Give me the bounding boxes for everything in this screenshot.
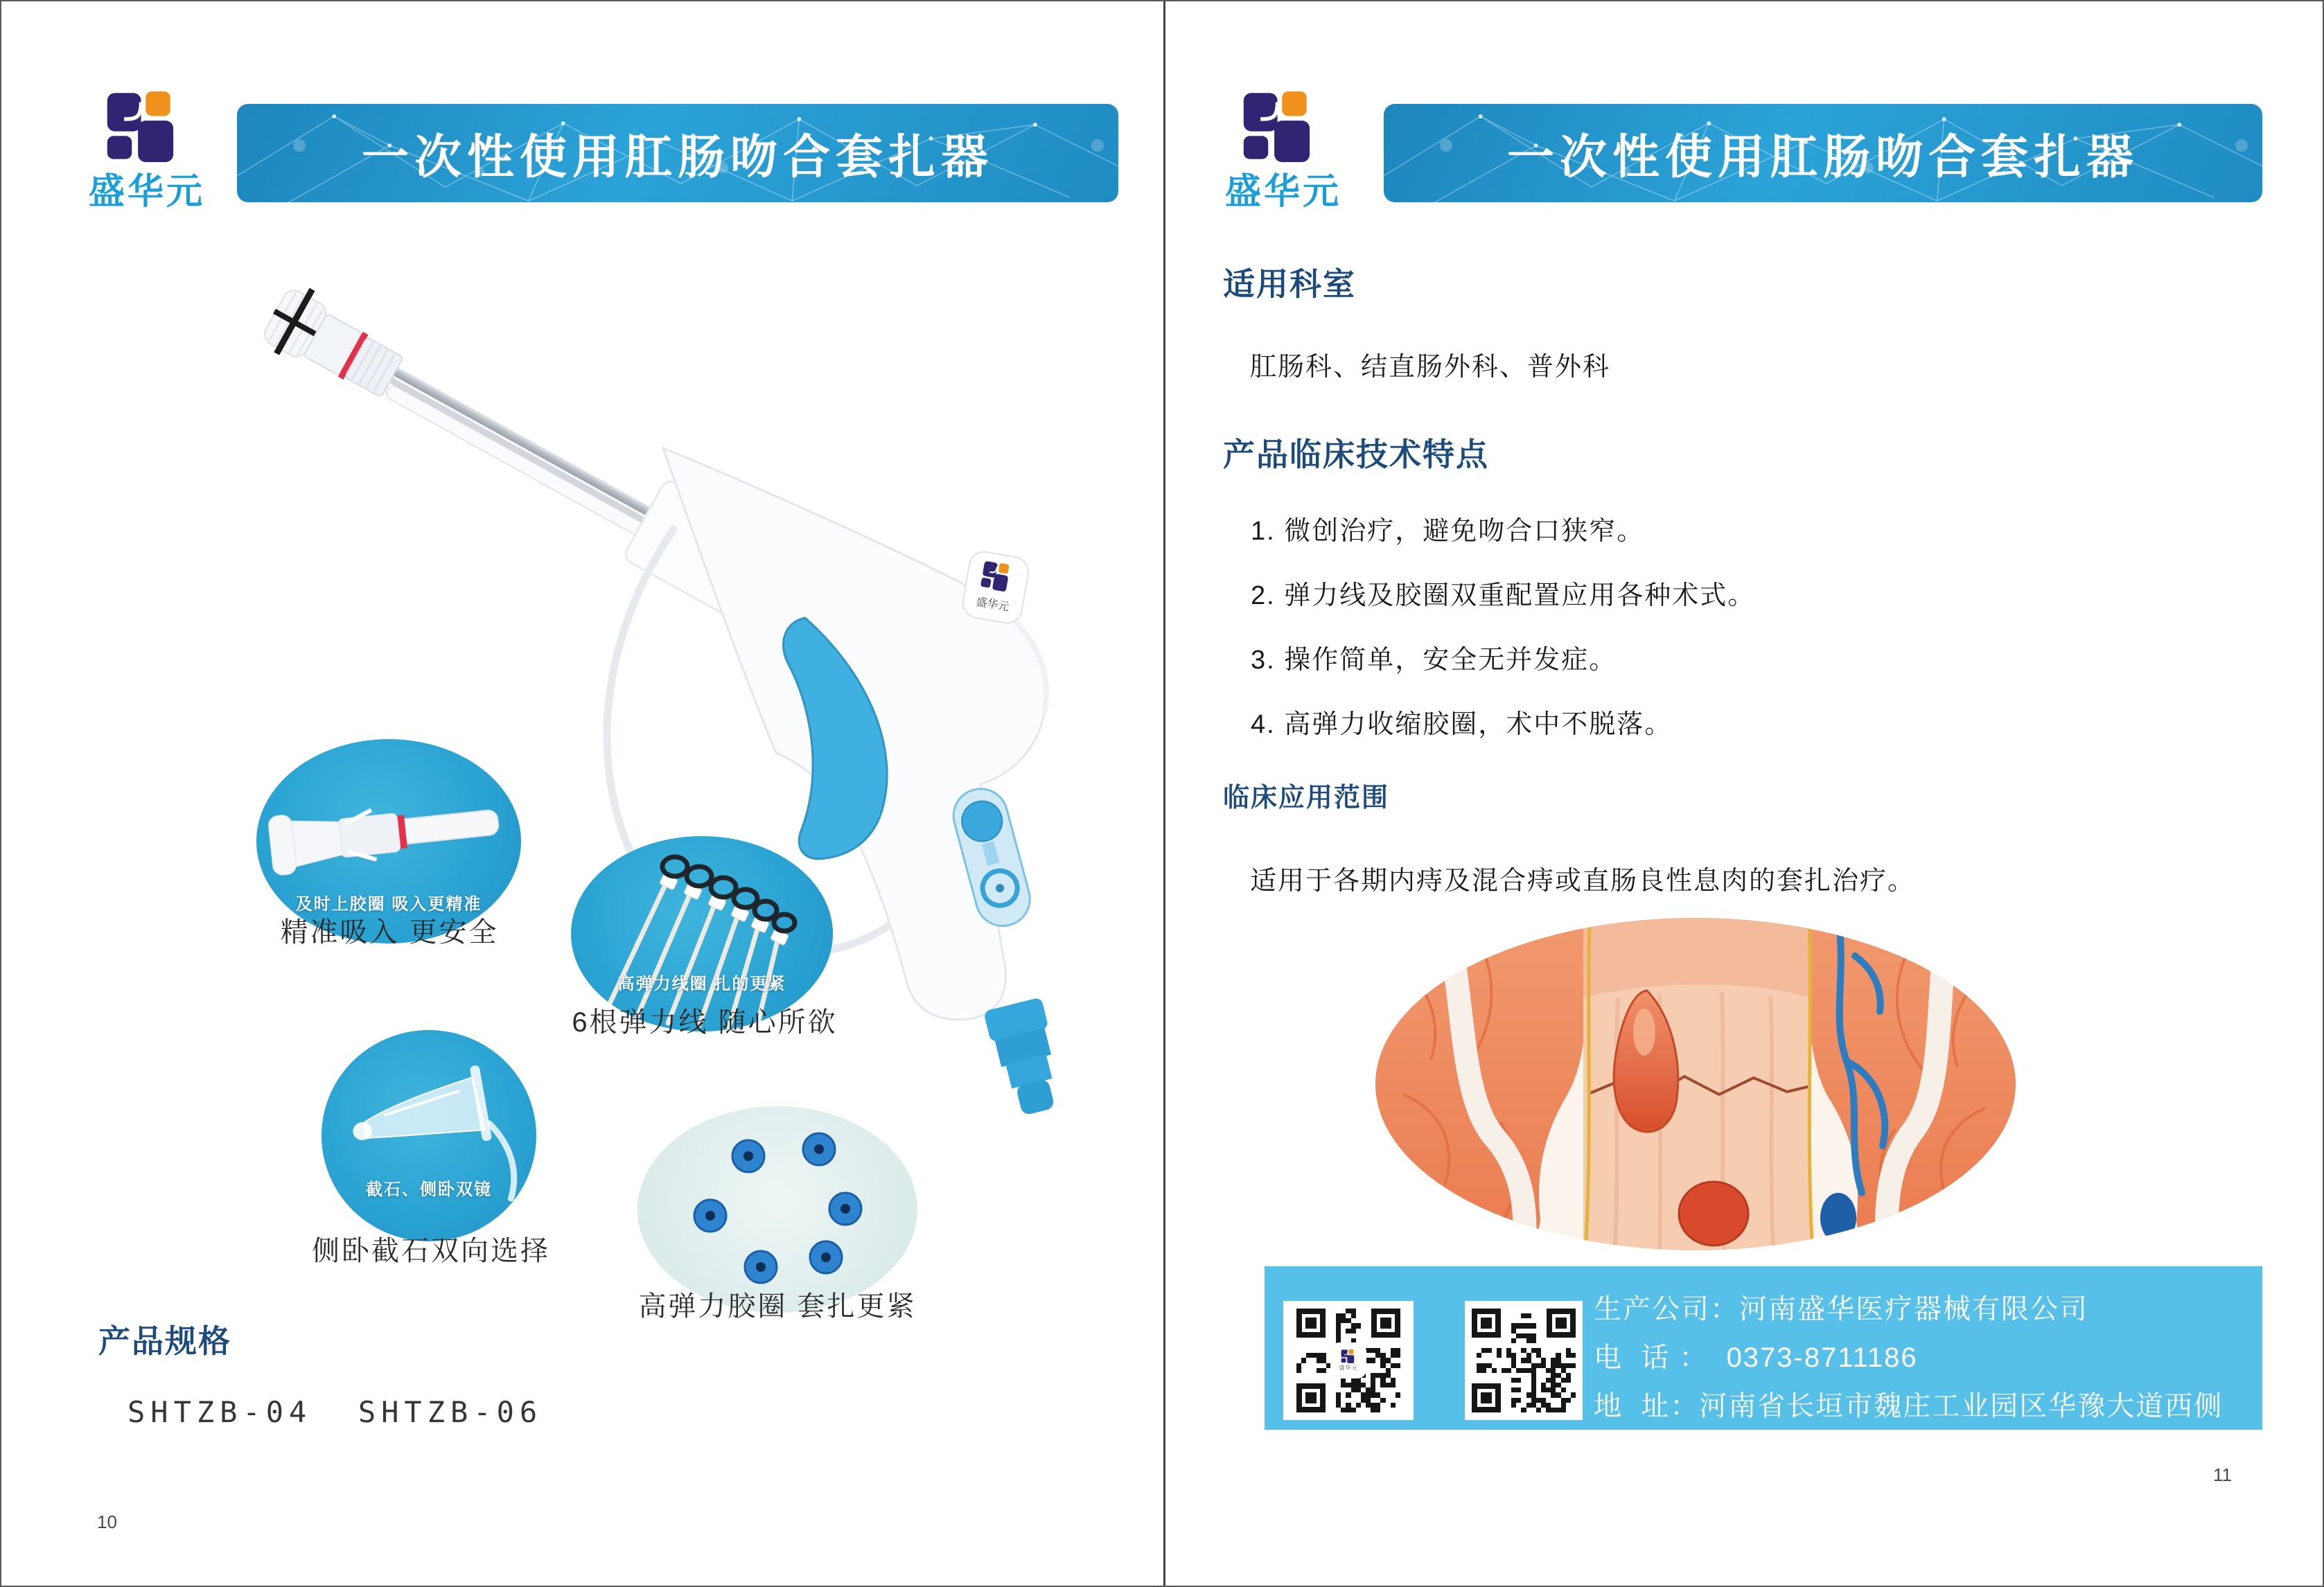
qr-finder-icon	[1371, 1309, 1400, 1338]
feature-caption: 精准吸入 更安全	[280, 917, 499, 948]
contact-company: 生产公司：河南盛华医疗器械有限公司	[1594, 1294, 2088, 1324]
qr-pattern	[1472, 1309, 1576, 1412]
tech-item: 2. 弹力线及胶圈双重配置应用各种术式。	[1251, 581, 1756, 610]
tech-item: 3. 操作简单，安全无并发症。	[1251, 646, 1617, 675]
qr-code-wechat	[1283, 1301, 1414, 1420]
page-title: 一次性使用肛肠吻合套扎器	[1506, 130, 2139, 184]
feature-overlay-label: 高弹力线圈 扎的更紧	[617, 975, 786, 993]
qr-finder-icon	[1296, 1383, 1326, 1412]
feature-overlay-label: 截石、侧卧双镜	[366, 1180, 492, 1199]
brand-logo-icon	[1341, 1349, 1356, 1363]
feature-caption: 侧卧截石双向选择	[312, 1236, 550, 1266]
qr-finder-icon	[1472, 1383, 1501, 1412]
scope-heading: 临床应用范围	[1223, 783, 1390, 813]
anatomy-illustration	[1362, 914, 2030, 1257]
brand-logo-text: 盛华元	[1224, 172, 1341, 212]
tech-item: 1. 微创治疗，避免吻合口狭窄。	[1251, 517, 1645, 546]
feature-image-rubber-rings	[637, 1106, 917, 1313]
device-brand-badge	[960, 549, 1030, 625]
feature-image-anoscope	[322, 1030, 536, 1241]
brand-logo-icon	[1242, 91, 1319, 162]
page-title-banner	[237, 104, 1118, 202]
specs-heading: 产品规格	[98, 1323, 231, 1359]
dept-body: 肛肠科、结直肠外科、普外科	[1250, 353, 1611, 382]
tech-heading: 产品临床技术特点	[1223, 436, 1489, 472]
rubber-rings-closeup	[637, 1106, 917, 1313]
page-title: 一次性使用肛肠吻合套扎器	[361, 130, 994, 184]
dept-heading: 适用科室	[1223, 266, 1356, 302]
brand-logo-text: 盛华元	[88, 172, 205, 212]
page-left	[1, 1, 1163, 1587]
page-right	[1163, 1, 2324, 1587]
tech-item: 4. 高弹力收缩胶圈，术中不脱落。	[1251, 710, 1673, 739]
qr-finder-icon	[1547, 1309, 1576, 1338]
qr-finder-icon	[1472, 1309, 1501, 1338]
page-title-banner	[1384, 104, 2262, 202]
contact-phone: 电 话 ： 0373-8711186	[1594, 1342, 1918, 1373]
brand-logo-icon	[105, 91, 183, 162]
device-badge-label: 盛华元	[975, 596, 1010, 614]
scope-body: 适用于各期内痔及混合痔或直肠良性息肉的套扎治疗。	[1250, 867, 1916, 896]
contact-info-bar	[1265, 1266, 2262, 1430]
feature-overlay-label: 及时上胶圈 吸入更精准	[295, 895, 482, 914]
anoscope-closeup	[322, 1030, 536, 1241]
qr-chip-label: 盛华元	[1339, 1365, 1358, 1371]
page-number-right: 11	[2213, 1464, 2232, 1485]
qr-pattern	[1296, 1309, 1400, 1412]
qr-code-website	[1465, 1301, 1583, 1420]
page-number-left: 10	[97, 1511, 117, 1532]
device-connector	[983, 997, 1068, 1119]
qr-finder-icon	[1296, 1309, 1326, 1338]
specs-models: SHTZB-04 SHTZB-06	[127, 1395, 543, 1429]
feature-caption: 6根弹力线 随心所欲	[572, 1007, 838, 1038]
contact-address: 地 址：河南省长垣市魏庄工业园区华豫大道西侧	[1594, 1391, 2224, 1421]
qr-center-logo	[1332, 1345, 1364, 1376]
feature-caption: 高弹力胶圈 套扎更紧	[638, 1291, 917, 1322]
